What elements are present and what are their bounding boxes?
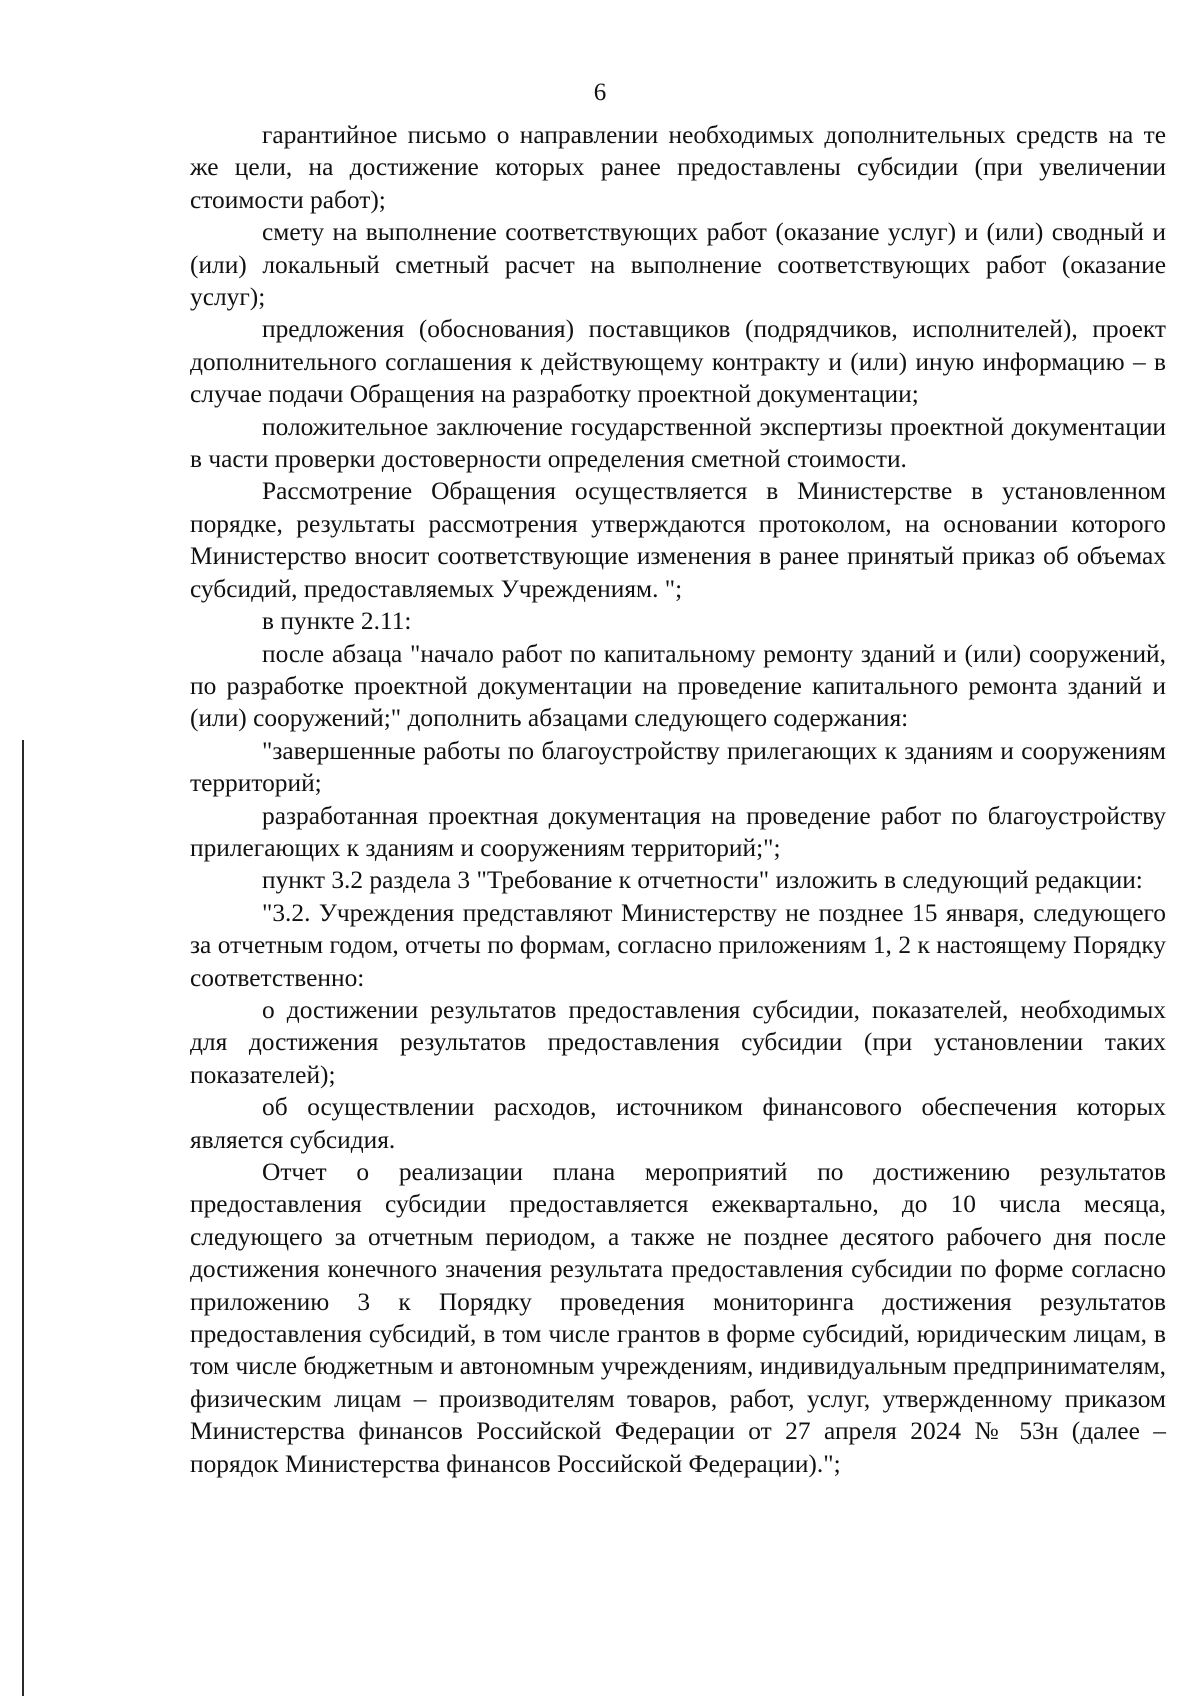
paragraph-estimate: смету на выполнение соответствующих работ (оказание услуг) и (или) сводный и (или) локальный сметный расчет на выполнение соответствующих работ (оказание услуг);	[190, 218, 1166, 312]
paragraph-supplier-proposals: предложения (обоснования) поставщиков (подрядчиков, исполнителей), проект дополнительного соглашения к действующему контракту и (или) иную информацию – в случае подачи Обращения на разработку проектной документации;	[190, 315, 1166, 409]
paragraph-results-report: о достижении результатов предоставления субсидии, показателей, необходимых для достижения результатов предоставления субсидии (при установлении таких показателей);	[190, 995, 1166, 1089]
paragraph-expert-conclusion: положительное заключение государственной экспертизы проектной документации в части проверки достоверности определения сметной стоимости.	[190, 412, 1166, 474]
scan-margin-line	[22, 740, 24, 1696]
paragraph-clause-2-11: в пункте 2.11:	[262, 607, 412, 636]
paragraph-clause-3-2: "3.2. Учреждения представляют Министерству не позднее 15 января, следующего за отчетным годом, отчеты по формам, согласно приложениям 1, 2 к настоящему Порядку соответственно:	[190, 898, 1166, 992]
paragraph-appeal-review: Рассмотрение Обращения осуществляется в Министерстве в установленном порядке, результаты рассмотрения утверждаются протоколом, на основании которого Министерство вносит соответствующие изменения в ранее принятый приказ об объемах субсидий, предоставляемых Учреждениям. ";	[190, 477, 1166, 603]
paragraph-design-documentation: разработанная проектная документация на проведение работ по благоустройству прилегающих к зданиям и сооружениям территорий;";	[190, 801, 1166, 862]
paragraph-after-abstract: после абзаца "начало работ по капитальному ремонту зданий и (или) сооружений, по разработке проектной документации на проведение капитального ремонта зданий и (или) сооружений;" дополнить абзацами следующего содержания:	[190, 639, 1166, 733]
paragraph-completed-works: "завершенные работы по благоустройству прилегающих к зданиям и сооружениям территорий;	[190, 736, 1166, 798]
paragraph-clause-3-2-intro: пункт 3.2 раздела 3 "Требование к отчетности" изложить в следующий редакции:	[262, 866, 1143, 895]
document-body	[190, 119, 1166, 1480]
paragraph-guarantee-letter: гарантийное письмо о направлении необходимых дополнительных средств на те же цели, на достижение которых ранее предоставлены субсидии (при увеличении стоимости работ);	[190, 121, 1166, 214]
page-number: 6	[593, 79, 607, 106]
paragraph-expenses-report: об осуществлении расходов, источником финансового обеспечения которых является субсидия.	[190, 1093, 1166, 1154]
paragraph-plan-report: Отчет о реализации плана мероприятий по достижению результатов предоставления субсидии предоставляется ежеквартально, до 10 числа месяца, следующего за отчетным периодом, а также не позднее десятого рабочего дня после достижения конечного значения результата предоставления субсидии по форме согласно приложению 3 к Порядку проведения мониторинга достижения результатов предоставления субсидий, в том числе грантов в форме субсидий, юридическим лицам, в том числе бюджетным и автономным учреждениям, индивидуальным предпринимателям, физическим лицам – производителям товаров, работ, услуг, утвержденному приказом Министерства финансов Российской Федерации от 27 апреля 2024 № 53н (далее – порядок Министерства финансов Российской Федерации).";	[190, 1158, 1166, 1478]
